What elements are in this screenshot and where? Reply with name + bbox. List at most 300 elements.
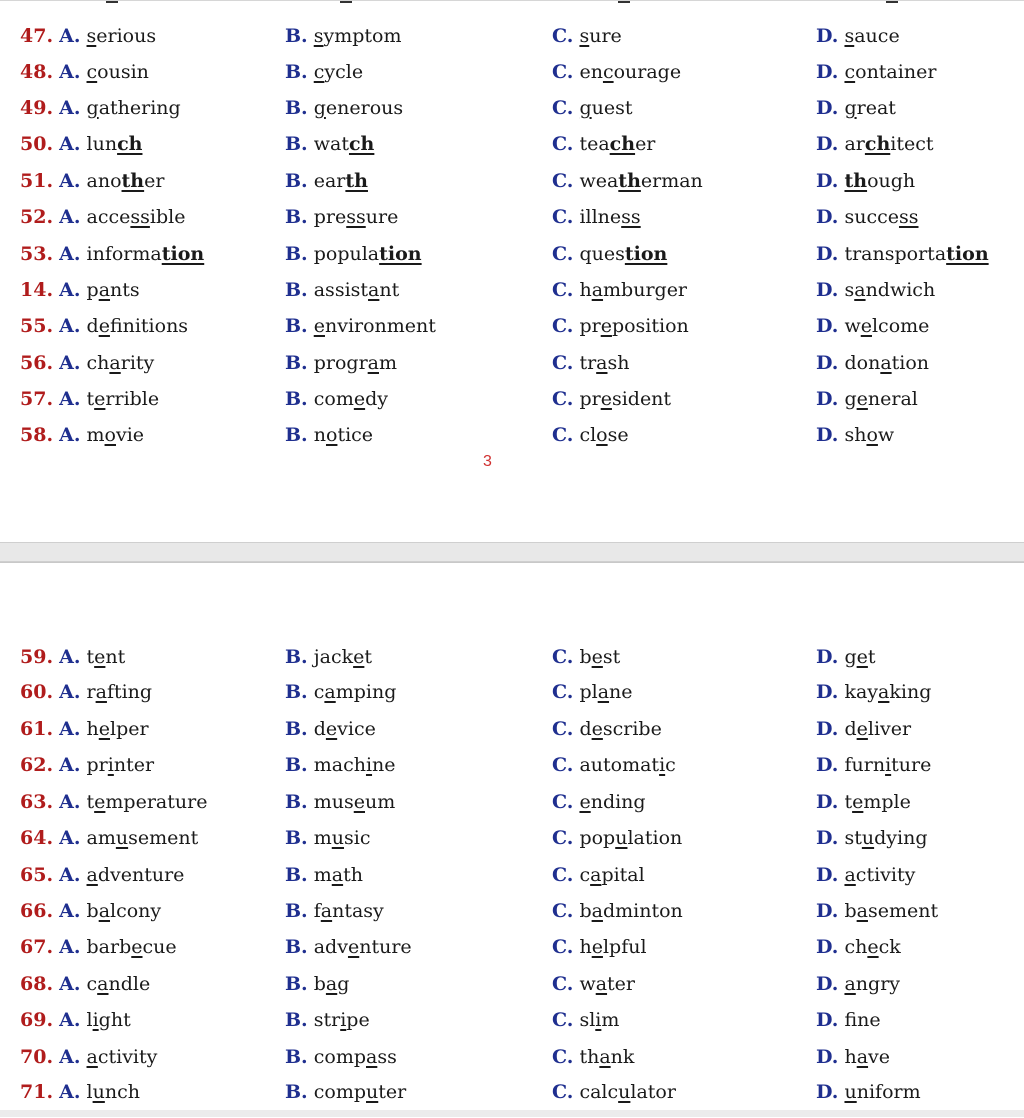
underlined-sound: a	[109, 352, 121, 374]
word-fragment: illne	[579, 206, 622, 228]
option-word	[844, 61, 936, 83]
option-word	[579, 133, 655, 155]
word-fragment: tea	[579, 133, 610, 155]
word-fragment: dying	[874, 827, 928, 849]
word-fragment: pe	[346, 1009, 370, 1031]
question-row	[0, 348, 1024, 378]
option-label: B.	[285, 133, 308, 155]
underlined-sound: i	[340, 1009, 347, 1031]
word-fragment: g	[844, 646, 857, 668]
answer-option-a	[20, 1005, 131, 1035]
answer-option-d	[816, 823, 927, 853]
answer-option-c	[552, 93, 633, 123]
answer-option-c	[552, 1042, 634, 1072]
word-fragment: pl	[579, 681, 598, 703]
question-number: 69.	[20, 1009, 54, 1031]
answer-option-a	[20, 239, 204, 269]
word-fragment: nvironment	[324, 315, 436, 337]
word-fragment: tr	[579, 352, 597, 374]
word-fragment: f	[313, 900, 321, 922]
word-fragment: sement	[128, 827, 199, 849]
answer-option-c	[552, 932, 647, 962]
underlined-sound: a	[98, 279, 111, 301]
answer-option-b	[285, 896, 384, 926]
underlined-sound: ss	[346, 206, 366, 228]
question-number: 67.	[20, 936, 54, 958]
word-fragment: d	[86, 315, 99, 337]
option-word	[87, 97, 181, 119]
option-label: D.	[816, 352, 839, 374]
option-word	[844, 243, 988, 265]
word-fragment: se	[607, 424, 629, 446]
option-word	[844, 25, 899, 47]
answer-option-c	[552, 21, 622, 51]
question-number: 49.	[20, 97, 54, 119]
option-label: D.	[816, 936, 839, 958]
option-word	[579, 97, 632, 119]
question-number: 58.	[20, 424, 54, 446]
option-label: B.	[285, 1009, 308, 1031]
option-word	[87, 388, 160, 410]
question-number: 48.	[20, 61, 54, 83]
underlined-sound: a	[97, 973, 109, 995]
underlined-sound: e	[591, 936, 603, 958]
option-label: A.	[59, 206, 81, 228]
underlined-sound: th	[121, 170, 145, 192]
question-row	[0, 750, 1024, 780]
word-fragment: nding	[590, 791, 646, 813]
word-fragment: finitions	[109, 315, 189, 337]
option-word	[314, 133, 375, 155]
answer-option-d	[816, 1005, 881, 1035]
option-word	[844, 1081, 920, 1103]
underlined-sound: ch	[864, 133, 891, 155]
underlined-sound: a	[591, 900, 603, 922]
underlined-sound: a	[591, 279, 604, 301]
option-word	[87, 206, 186, 228]
question-number: 71.	[20, 1081, 54, 1103]
option-label: C.	[552, 900, 574, 922]
word-fragment: kay	[844, 681, 879, 703]
word-fragment: ter	[607, 973, 636, 995]
word-fragment: ourage	[613, 61, 682, 83]
option-label: D.	[816, 61, 839, 83]
word-fragment: ght	[98, 1009, 131, 1031]
option-word	[314, 1081, 406, 1103]
option-word	[844, 864, 915, 886]
word-fragment: assist	[313, 279, 369, 301]
underlined-sound: e	[591, 646, 603, 668]
word-fragment: en	[579, 61, 603, 83]
question-number: 55.	[20, 315, 54, 337]
question-row	[0, 311, 1024, 341]
underlined-sound: ss	[898, 206, 919, 228]
option-label: A.	[59, 25, 81, 47]
word-fragment: nt	[105, 646, 126, 668]
option-label: B.	[285, 279, 308, 301]
option-word	[87, 133, 143, 155]
word-fragment: lun	[86, 133, 118, 155]
option-word	[87, 936, 177, 958]
question-row	[0, 129, 1024, 159]
underlined-sound: e	[856, 388, 868, 410]
option-label: C.	[552, 279, 574, 301]
word-fragment: p	[86, 279, 99, 301]
option-label: D.	[816, 1081, 839, 1103]
underlined-sound: a	[854, 279, 866, 301]
option-label: A.	[59, 827, 81, 849]
answer-option-d	[816, 384, 918, 414]
option-word	[314, 864, 363, 886]
answer-option-c	[552, 129, 655, 159]
word-fragment: liver	[867, 718, 912, 740]
option-label: D.	[816, 827, 839, 849]
answer-option-c	[552, 57, 681, 87]
option-word	[314, 1009, 370, 1031]
option-label: A.	[59, 754, 81, 776]
answer-option-c	[552, 348, 630, 378]
option-word	[87, 646, 126, 668]
answer-option-d	[816, 21, 900, 51]
option-word	[844, 133, 933, 155]
option-word	[314, 900, 384, 922]
underlined-sound: i	[365, 754, 373, 776]
option-label: D.	[816, 681, 839, 703]
option-word	[314, 424, 373, 446]
word-fragment: h	[579, 936, 592, 958]
word-fragment: erman	[640, 170, 703, 192]
option-label: D.	[816, 718, 839, 740]
underlined-sound: a	[599, 1046, 611, 1068]
word-fragment: ar	[844, 133, 865, 155]
question-number: 64.	[20, 827, 54, 849]
answer-option-a	[20, 93, 181, 123]
word-fragment: h	[86, 718, 99, 740]
word-fragment: ture	[891, 754, 932, 776]
option-word	[579, 791, 645, 813]
option-label: D.	[816, 388, 839, 410]
option-word	[314, 206, 399, 228]
option-label: C.	[552, 97, 574, 119]
option-label: C.	[552, 973, 574, 995]
word-fragment: d	[313, 718, 326, 740]
option-word	[844, 936, 900, 958]
answer-option-a	[20, 823, 198, 853]
answer-option-a	[20, 714, 149, 744]
option-word	[579, 170, 702, 192]
answer-option-b	[285, 823, 370, 853]
word-fragment: ano	[86, 170, 122, 192]
word-fragment: t	[867, 646, 876, 668]
underlined-sound: u	[844, 1081, 857, 1103]
word-fragment: str	[313, 1009, 341, 1031]
option-word	[314, 388, 388, 410]
option-word	[579, 900, 682, 922]
option-word	[579, 973, 635, 995]
word-fragment: succe	[844, 206, 899, 228]
underlined-sound: i	[595, 1009, 602, 1031]
underlined-sound: e	[98, 718, 111, 740]
option-label: C.	[552, 61, 574, 83]
word-fragment: athering	[98, 97, 181, 119]
word-fragment: ure	[589, 25, 622, 47]
word-fragment: rrible	[105, 388, 160, 410]
word-fragment: auce	[854, 25, 900, 47]
option-label: D.	[816, 1046, 839, 1068]
answer-option-a	[20, 275, 140, 305]
word-fragment: neral	[867, 388, 918, 410]
answer-option-b	[285, 129, 374, 159]
answer-option-c	[552, 384, 671, 414]
option-word	[314, 646, 372, 668]
question-row	[0, 787, 1024, 817]
option-word	[87, 754, 155, 776]
option-word	[579, 1046, 634, 1068]
option-word	[579, 206, 640, 228]
option-label: A.	[59, 424, 81, 446]
option-label: C.	[552, 170, 574, 192]
word-fragment: m	[601, 1009, 620, 1031]
word-fragment: sement	[867, 900, 939, 922]
underlined-sound: e	[591, 718, 603, 740]
word-fragment: sh	[844, 424, 867, 446]
option-word	[87, 25, 157, 47]
word-fragment: h	[844, 1046, 857, 1068]
word-fragment: s	[844, 279, 855, 301]
option-label: D.	[816, 97, 839, 119]
option-word	[579, 646, 620, 668]
question-number: 66.	[20, 900, 54, 922]
answer-option-c	[552, 823, 682, 853]
word-fragment: lpful	[602, 936, 647, 958]
underlined-sound: u	[115, 827, 129, 849]
option-label: B.	[285, 1046, 308, 1068]
option-label: D.	[816, 25, 839, 47]
answer-option-a	[20, 384, 159, 414]
underlined-sound: e	[856, 718, 868, 740]
word-fragment: b	[313, 973, 326, 995]
option-label: D.	[816, 864, 839, 886]
option-word	[844, 1046, 890, 1068]
answer-option-a	[20, 642, 125, 672]
answer-option-c	[552, 166, 703, 196]
underlined-sound: s	[579, 25, 590, 47]
question-number: 47.	[20, 25, 54, 47]
word-fragment: b	[86, 900, 99, 922]
word-fragment: um	[365, 791, 396, 813]
option-word	[87, 1081, 140, 1103]
answer-option-d	[816, 677, 931, 707]
underlined-sound: e	[867, 936, 879, 958]
option-label: D.	[816, 170, 839, 192]
option-label: C.	[552, 1046, 574, 1068]
option-word	[87, 170, 165, 192]
underlined-sound: u	[861, 827, 875, 849]
word-fragment: barb	[86, 936, 132, 958]
option-word	[314, 352, 397, 374]
word-fragment: niform	[856, 1081, 921, 1103]
question-row	[0, 1005, 1024, 1035]
word-fragment: pre	[313, 206, 347, 228]
option-word	[579, 1081, 676, 1103]
underlined-sound: a	[880, 352, 892, 374]
answer-option-d	[816, 714, 911, 744]
option-label: B.	[285, 243, 308, 265]
underlined-sound: e	[313, 315, 325, 337]
option-word	[314, 315, 436, 337]
question-number: 52.	[20, 206, 54, 228]
word-fragment: st	[844, 827, 862, 849]
underlined-sound: th	[618, 170, 641, 192]
underlined-sound: a	[320, 900, 333, 922]
option-label: C.	[552, 133, 574, 155]
answer-option-a	[20, 21, 156, 51]
answer-option-c	[552, 969, 635, 999]
option-label: B.	[285, 973, 308, 995]
option-word	[87, 61, 149, 83]
question-number: 14.	[20, 279, 54, 301]
option-word	[87, 864, 185, 886]
answer-option-a	[20, 348, 154, 378]
option-word	[314, 936, 412, 958]
option-label: C.	[552, 1009, 574, 1031]
horizontal-scrollbar[interactable]	[0, 1110, 1024, 1117]
answer-option-c	[552, 677, 633, 707]
option-word	[87, 424, 145, 446]
question-number: 50.	[20, 133, 54, 155]
underlined-sound: e	[852, 791, 864, 813]
option-label: C.	[552, 646, 574, 668]
underlined-sound: s	[313, 25, 324, 47]
word-fragment: ss	[377, 1046, 397, 1068]
underlined-sound: e	[856, 646, 868, 668]
option-label: C.	[552, 352, 574, 374]
answer-option-c	[552, 202, 641, 232]
word-fragment: m	[86, 424, 105, 446]
answer-option-a	[20, 311, 188, 341]
word-fragment: d	[844, 718, 857, 740]
word-fragment: sic	[344, 827, 371, 849]
option-label: B.	[285, 754, 308, 776]
answer-option-c	[552, 420, 629, 450]
option-label: A.	[59, 900, 81, 922]
word-fragment: tice	[337, 424, 374, 446]
option-label: A.	[59, 864, 81, 886]
option-label: C.	[552, 388, 574, 410]
word-fragment: furn	[844, 754, 886, 776]
underlined-sound: e	[353, 646, 365, 668]
underlined-sound: a	[95, 681, 107, 703]
word-fragment: jack	[313, 646, 354, 668]
question-number: 61.	[20, 718, 54, 740]
option-label: C.	[552, 936, 574, 958]
answer-option-d	[816, 311, 929, 341]
answer-option-b	[285, 677, 396, 707]
underlined-sound: e	[98, 315, 110, 337]
question-row	[0, 202, 1024, 232]
word-fragment: ter	[378, 1081, 407, 1103]
word-fragment: g	[844, 388, 857, 410]
answer-option-b	[285, 166, 368, 196]
word-fragment: ngry	[855, 973, 901, 995]
option-label: A.	[59, 97, 81, 119]
word-fragment: ough	[867, 170, 916, 192]
word-fragment: st	[602, 646, 621, 668]
option-label: B.	[285, 1081, 308, 1103]
question-number: 68.	[20, 973, 54, 995]
underlined-sound: e	[94, 646, 106, 668]
question-number: 51.	[20, 170, 54, 192]
option-word	[844, 900, 938, 922]
option-word	[579, 279, 687, 301]
option-label: D.	[816, 424, 839, 446]
underlined-sound: u	[366, 1081, 379, 1103]
underlined-sound: a	[596, 352, 608, 374]
underlined-sound: i	[659, 754, 666, 776]
underlined-sound: a	[366, 1046, 378, 1068]
underlined-sound: o	[596, 424, 608, 446]
answer-option-c	[552, 275, 687, 305]
underlined-sound: a	[878, 681, 890, 703]
word-fragment: l	[86, 1081, 93, 1103]
word-fragment: th	[343, 864, 363, 886]
word-fragment: nture	[359, 936, 412, 958]
option-label: D.	[816, 1009, 839, 1031]
option-word	[314, 279, 400, 301]
word-fragment: ntasy	[332, 900, 384, 922]
word-fragment: uest	[591, 97, 633, 119]
word-fragment: c	[86, 973, 98, 995]
question-number: 63.	[20, 791, 54, 813]
option-word	[579, 388, 671, 410]
underlined-sound: tion	[624, 243, 668, 265]
word-fragment: cl	[579, 424, 597, 446]
option-label: B.	[285, 61, 308, 83]
option-label: B.	[285, 315, 308, 337]
option-label: D.	[816, 206, 839, 228]
answer-option-d	[816, 93, 896, 123]
word-fragment: cue	[142, 936, 177, 958]
question-row	[0, 275, 1024, 305]
word-fragment: pr	[579, 388, 601, 410]
answer-option-d	[816, 202, 919, 232]
option-label: C.	[552, 754, 574, 776]
option-label: A.	[59, 973, 81, 995]
underlined-sound: ch	[609, 133, 636, 155]
word-fragment: ck	[878, 936, 901, 958]
word-fragment: w	[844, 315, 861, 337]
word-fragment: h	[579, 279, 592, 301]
underlined-sound: g	[579, 97, 592, 119]
word-fragment: vice	[337, 718, 376, 740]
answer-option-a	[20, 932, 177, 962]
answer-option-b	[285, 275, 399, 305]
option-label: D.	[816, 243, 839, 265]
option-word	[579, 718, 661, 740]
underlined-sound: u	[331, 827, 345, 849]
word-fragment: pr	[579, 315, 601, 337]
underlined-sound: a	[325, 973, 338, 995]
underlined-sound: a	[597, 681, 610, 703]
underlined-sound: u	[618, 1081, 631, 1103]
option-label: B.	[285, 791, 308, 813]
underlined-sound: a	[86, 864, 98, 886]
underlined-sound: g	[844, 97, 857, 119]
option-label: B.	[285, 424, 308, 446]
word-fragment: ne	[857, 1009, 881, 1031]
option-word	[844, 388, 917, 410]
word-fragment: ure	[365, 206, 399, 228]
